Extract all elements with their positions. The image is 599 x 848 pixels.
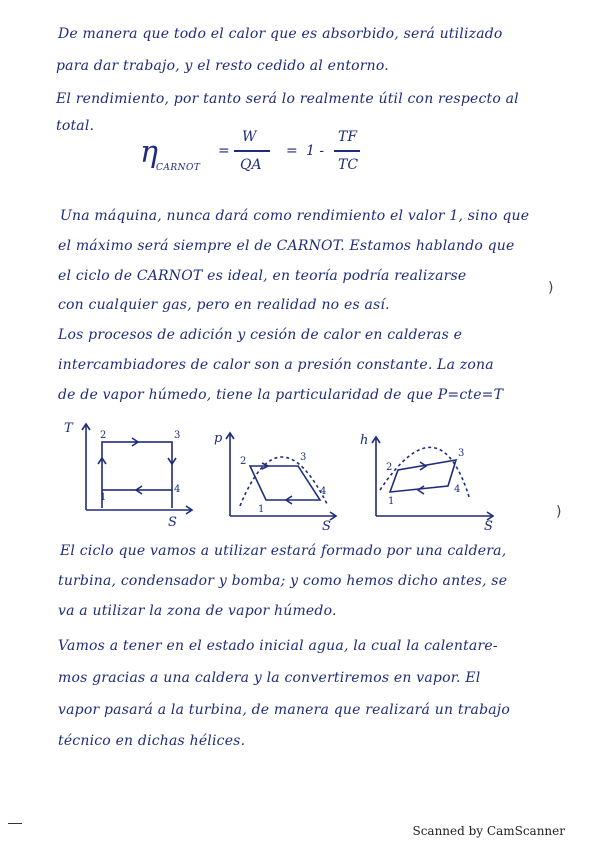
eta-subscript: CARNOT [156,163,201,173]
s-axis-label: S [322,519,331,533]
text-line: turbina, condensador y bomba; y como hemos dicho antes, se [58,573,508,589]
hs-diagram [360,430,500,535]
text-line: para dar trabajo, y el resto cedido al entorno. [56,58,389,74]
tf-numerator: TF [338,129,358,145]
point-label: 3 [300,452,307,463]
point-label: 3 [174,430,181,441]
point-label: 2 [240,456,247,467]
point-label: 1 [258,504,265,515]
fraction-bar [334,150,360,152]
text-line: de de vapor húmedo, tiene la particularidad de que P=cte=T [58,387,504,403]
carnot-equation [140,125,380,185]
text-line: con cualquier gas, pero en realidad no es así. [58,297,390,313]
text-line: Vamos a tener en el estado inicial agua, la cual la calentare- [58,638,498,654]
ts-diagram [56,420,206,530]
text-line: técnico en dichas hélices. [58,733,246,749]
t-axis-label: T [64,421,73,436]
text-line: el máximo será siempre el de CARNOT. Estamos hablando que [58,238,515,254]
point-label: 1 [388,496,395,507]
equals-sign: = [286,143,298,159]
text-line: Una máquina, nunca dará como rendimiento el valor 1, sino que [60,208,530,224]
one-minus: 1 - [306,143,325,159]
h-axis-label: h [360,433,369,448]
text-line: Los procesos de adición y cesión de calor en calderas e [58,327,463,343]
text-line: el ciclo de CARNOT es ideal, en teoría podría realizarse [58,268,467,284]
point-label: 4 [454,484,461,495]
fraction-bar [234,150,270,152]
page-edge-mark [8,823,22,824]
equals-sign: = [218,143,230,159]
heat-denominator: QA [240,157,262,173]
text-line: vapor pasará a la turbina, de manera que realizará un trabajo [58,702,510,718]
scanner-watermark: Scanned by CamScanner [412,824,565,838]
text-line: va a utilizar la zona de vapor húmedo. [58,603,337,619]
text-line: mos gracias a una caldera y la convertiremos en vapor. El [58,670,481,686]
point-label: 2 [386,462,393,473]
text-line: El ciclo que vamos a utilizar estará formado por una caldera, [60,543,507,559]
tc-denominator: TC [338,157,359,173]
p-axis-label: p [214,431,223,446]
text-line: De manera que todo el calor que es absorbido, será utilizado [58,26,503,42]
text-line: intercambiadores de calor son a presión constante. La zona [58,357,494,373]
point-label: 1 [100,492,107,503]
page-mark: ) [556,504,562,520]
point-label: 2 [100,430,107,441]
s-axis-label: S [484,519,493,534]
work-numerator: W [242,129,257,145]
s-axis-label: S [168,515,177,530]
point-label: 4 [320,486,327,497]
text-line: total. [56,118,95,134]
eta-symbol: η [140,135,158,170]
text-line: El rendimiento, por tanto será lo realmente útil con respecto al [56,91,519,107]
point-label: 3 [458,448,465,459]
page-mark: ) [548,280,554,296]
ps-diagram [210,428,340,533]
point-label: 4 [174,484,181,495]
